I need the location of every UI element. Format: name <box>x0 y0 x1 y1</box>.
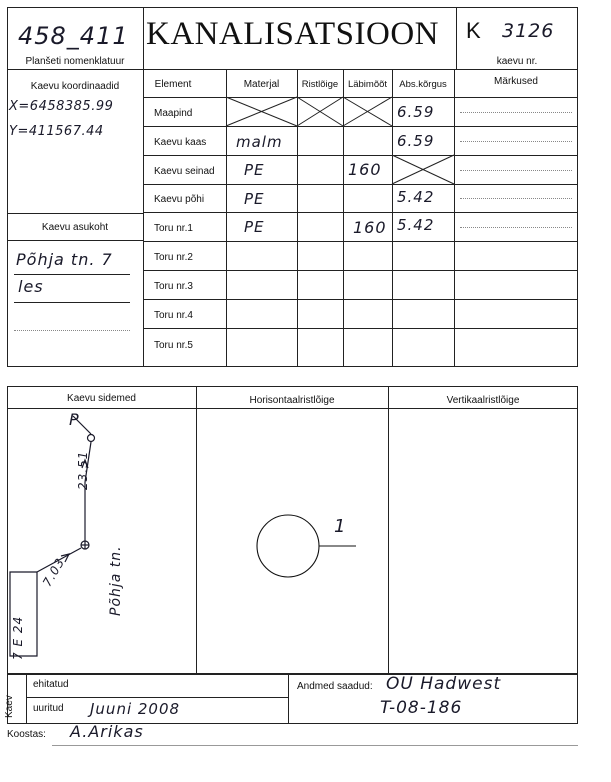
compiled-underline <box>52 745 578 746</box>
panel-connections-title: Kaevu sidemed <box>67 393 136 404</box>
source-reference: T-08-186 <box>380 698 463 718</box>
connection-sketch <box>7 408 196 674</box>
coordinate-y: Y=411567.44 <box>9 124 104 139</box>
walls-material: PE <box>244 161 265 179</box>
row-pipe-1: Toru nr.1 <box>154 223 193 234</box>
footer-mid-divider <box>288 674 289 724</box>
surveyed-label: uuritud <box>33 703 64 714</box>
bottom-material: PE <box>244 190 265 208</box>
pipe-label: 1 <box>334 516 347 537</box>
well-number-handwritten: 3126 <box>502 20 555 42</box>
built-label: ehitatud <box>33 679 69 690</box>
row-walls: Kaevu seinad <box>154 166 215 177</box>
compiled-label: Koostas: <box>7 729 46 740</box>
pipe1-elevation: 5.42 <box>397 216 435 234</box>
pipe1-diameter: 160 <box>353 218 387 237</box>
source-label: Andmed saadud: <box>297 681 373 692</box>
walls-diameter: 160 <box>348 160 382 179</box>
row-cover: Kaevu kaas <box>154 137 207 148</box>
sketch-building-number: 7 E 24 <box>11 615 25 660</box>
row-bottom: Kaevu põhi <box>154 194 205 205</box>
compiled-value: A.Arikas <box>70 722 144 741</box>
kaev-label: Kaev <box>4 695 15 718</box>
row-pipe-5: Toru nr.5 <box>154 340 193 351</box>
cover-material: malm <box>236 133 283 151</box>
well-number-label: kaevu nr. <box>496 56 538 67</box>
header-material: Materjal <box>243 79 280 90</box>
cover-elevation: 6.59 <box>397 132 435 150</box>
header-notes: Märkused <box>494 76 538 87</box>
sketch-well-mark: P <box>69 410 80 429</box>
row-ground: Maapind <box>154 108 193 119</box>
row-pipe-2: Toru nr.2 <box>154 252 193 263</box>
horizontal-section-sketch <box>196 408 388 674</box>
location-line2: les <box>18 277 44 296</box>
sketch-distance-top: 23.51 <box>76 450 90 490</box>
ground-elevation: 6.59 <box>397 103 435 121</box>
bottom-elevation: 5.42 <box>397 188 435 206</box>
pipe1-material: PE <box>244 218 265 236</box>
coordinate-x: X=6458385.99 <box>9 99 114 114</box>
surveyed-value: Juuni 2008 <box>90 700 181 718</box>
header-cross-section: Ristlõige <box>301 79 339 90</box>
row-pipe-4: Toru nr.4 <box>154 310 193 321</box>
row-pipe-3: Toru nr.3 <box>154 281 193 292</box>
source-value: OÜ Hadwest <box>386 674 502 694</box>
footer-row-line <box>26 697 288 698</box>
location-line1: Põhja tn. 7 <box>16 250 113 269</box>
well-prefix: K <box>466 18 481 43</box>
footer-kaev-divider <box>26 674 27 724</box>
page-title: KANALISATSIOON <box>146 16 439 52</box>
header-elevation: Abs.kõrgus <box>399 79 447 90</box>
panel-vertical-title: Vertikaalristlõige <box>446 395 520 406</box>
sheet-handwritten: 458_411 <box>18 22 129 50</box>
sketch-distance-bottom: 7.03 <box>40 555 68 589</box>
header-diameter: Läbimõõt <box>347 79 388 90</box>
header-element: Element <box>154 79 192 90</box>
sheet-label: Planšeti nomenklatuur <box>25 56 125 67</box>
sketch-street-name: Põhja tn. <box>108 545 124 616</box>
sketch-divider-2 <box>388 386 389 674</box>
coordinates-label: Kaevu koordinaadid <box>30 81 120 92</box>
panel-horizontal-title: Horisontaalristlõige <box>249 395 335 406</box>
location-label: Kaevu asukoht <box>41 222 109 233</box>
